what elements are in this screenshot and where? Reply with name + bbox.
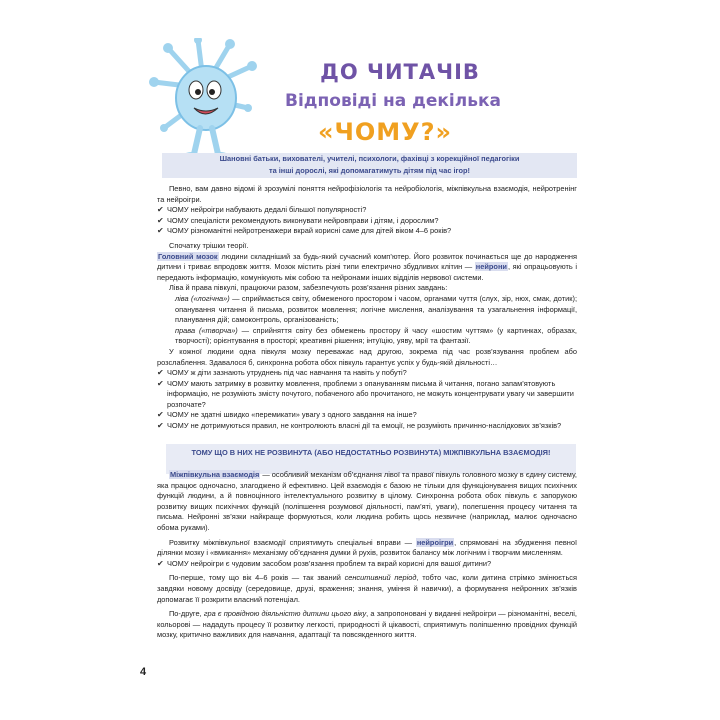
intro-line: та інші дорослі, які допомагатимуть дітям під час ігор! — [268, 166, 471, 175]
check-icon: ✔ — [157, 558, 164, 568]
section-interaction — [157, 470, 577, 641]
paragraph-text: , тобто час, коли дитина стрімко змінюється завдяки новому досвіду (середовище, друзі, враження; знання, уміння й навички), а формування нейронних зв’язків допомагає її розкрити власний потенціал. — [157, 573, 577, 604]
check-icon: ✔ — [157, 226, 164, 236]
list-item — [157, 421, 577, 432]
check-icon: ✔ — [157, 205, 164, 215]
hemisphere-text: — сприймається світу, обмеженого простором і часом, органами чуття (слух, зір, нюх, смак, дотик); опанування читання й письма, розвиток мовлення; логічне мислення, аналізування та узагальнення інформації, планування дій; самоконтроль, організованість; — [175, 293, 577, 325]
list-item — [157, 205, 577, 216]
check-icon: ✔ — [157, 215, 164, 225]
question-text: ЧОМУ нейроігри є чудовим засобом розв’язання проблем та вкрай корисні для вашої дитини? — [167, 558, 492, 568]
paragraph — [157, 538, 577, 559]
paragraph-text: Розвитку міжпівкульної взаємодії сприятимуть спеціальні вправи — — [169, 537, 416, 547]
hemisphere-label: права («творча») — [175, 325, 238, 335]
callout-text: ТОМУ ЩО В НИХ НЕ РОЗВИНУТА (АБО НЕДОСТАТНЬО РОЗВИНУТА) МІЖПІВКУЛЬНА ВЗАЄМОДІЯ! — [191, 448, 551, 457]
question-text: ЧОМУ не здатні швидко «перемикати» увагу з одного завдання на інше? — [167, 410, 417, 420]
check-icon: ✔ — [157, 421, 164, 431]
paragraph-text: По-перше, тому що вік 4–6 років — так званий — [169, 573, 345, 583]
question-text: ЧОМУ мають затримку в розвитку мовлення, проблеми з опануванням письма й читання, погано запам’ятовують інформацію, не розуміють змісту почутого, побаченого або прочитаного, не можуть концентрувати увагу чи завершити розпочате? — [167, 378, 574, 409]
neuron-mascot-icon — [148, 38, 260, 160]
paragraph: Певно, вам давно відомі й зрозумілі поняття нейрофізіологія та нейробіологія, міжпівкульна взаємодія, нейротренінг та нейроігри. — [157, 184, 577, 204]
list-item — [157, 379, 577, 411]
emphasis-text: сенситивний період — [344, 573, 417, 583]
paragraph — [157, 470, 577, 534]
check-icon: ✔ — [157, 368, 164, 378]
question-text: ЧОМУ спеціалісти рекомендують виконувати нейровправи і дітям, і дорослим? — [167, 215, 439, 225]
question-text: ЧОМУ ж діти зазнають утруднень під час навчання та навіть у побуті? — [167, 368, 407, 378]
list-item — [157, 368, 577, 379]
paragraph-text: По-друге, — [169, 609, 204, 619]
hemisphere-label: ліва («логічна») — [175, 293, 230, 303]
hemisphere-right — [157, 326, 577, 347]
paragraph — [157, 252, 577, 284]
paragraph: У кожної людини одна півкуля мозку переважає над другою, зокрема під час розв’язування проблем або розслаблення. Здавалося б, синхронна робота обох півкуль гарантує успіх у будь-якій діяльності… — [157, 346, 577, 367]
page-title: ДО ЧИТАЧІВ — [320, 60, 480, 84]
check-icon: ✔ — [157, 378, 164, 388]
intro-line: Шановні батьки, вихователі, учителі, психологи, фахівці з корекційної педагогіки — [219, 154, 520, 163]
emphasis-text: гра є провідною діяльністю дитини цього віку — [203, 609, 367, 619]
list-item — [157, 216, 577, 227]
hemisphere-left — [157, 294, 577, 326]
paragraph-text: , які опрацьовують і передають інформацію, комунікують між собою та нейронами інших відділів нервової системи. — [157, 262, 577, 282]
hemisphere-text: — сприйняття світу без обмежень простору й часу «шостим чуттям» (у картинках, образах, творчості); орієнтування в просторі; креативні рішення; інтуїцію, уяву, мрії та фантазії. — [175, 325, 577, 346]
intro-address — [162, 153, 577, 177]
paragraph-text: людини складніший за будь-який сучасний комп’ютер. Його розвиток починається ще до народження дитини і триває впродовж життя. Мозок містить різні типи електрично збудливих клітин — — [157, 251, 577, 272]
list-item — [157, 226, 577, 237]
term-highlight: нейроігри — [416, 537, 454, 547]
term-highlight: Міжпівкульна взаємодія — [170, 470, 260, 479]
list-item — [157, 559, 577, 570]
paragraph: Ліва й права півкулі, працюючи разом, забезпечують розв’язання різних завдань: — [169, 283, 448, 293]
term-highlight: Головний мозок — [158, 251, 218, 261]
question-text: ЧОМУ різноманітні нейротренажери вкрай корисні саме для дітей віком 4–6 років? — [167, 226, 452, 236]
paragraph-text: , спрямовані на збудження певної ділянки мозку і «вмикання» механізму об’єднання думки й рухів, розвиток балансу між логічним і творчим мисленням. — [157, 537, 577, 558]
paragraph-text: , а запропоновані у виданні нейроігри — різноманітні, веселі, кольорові — нададуть процесу її розвитку легкості, природності й цікавості, сприятимуть поліпшенню провідних функцій мозку, критично важливих для навчання, адаптації та повсякденного життя. — [157, 609, 577, 640]
paragraph: Спочатку трішки теорії. — [169, 240, 249, 250]
question-text: ЧОМУ не дотримуються правил, не контролюють власні дії та емоції, не розуміють причинно-наслідкових зв’язків? — [167, 421, 562, 431]
paragraph — [157, 573, 577, 605]
check-icon: ✔ — [157, 410, 164, 420]
page-subtitle: Відповіді на декілька — [285, 91, 501, 111]
paragraph-text: — особливий механізм об’єднання лівої та правої півкуль головного мозку в єдину систему, яка працює одночасно, злагоджено й ефективно. Цей взаємодія є базою не тільки для функціонування вищих психічних функцій людини, а й повноцінного інтелектуального розвитку в цілому. Синхронна робота обох півкуль є запорукою розвитку вищих психічних функцій (поліпшення розумової діяльності, пам’яті, уваги), полегшення процесу читання та письма. Нейронні зв’язки найкраще формуються, коли людина робить щось незвичне (наприклад, малює одночасно обома руками). — [157, 470, 577, 532]
question-text: ЧОМУ нейроігри набувають дедалі більшої популярності? — [167, 205, 367, 215]
page-title-why: «ЧОМУ?» — [317, 118, 453, 146]
page-number: 4 — [140, 666, 147, 678]
term-highlight: нейрони — [475, 262, 507, 272]
paragraph — [157, 609, 577, 641]
list-item — [157, 410, 577, 421]
section-theory — [157, 184, 577, 432]
